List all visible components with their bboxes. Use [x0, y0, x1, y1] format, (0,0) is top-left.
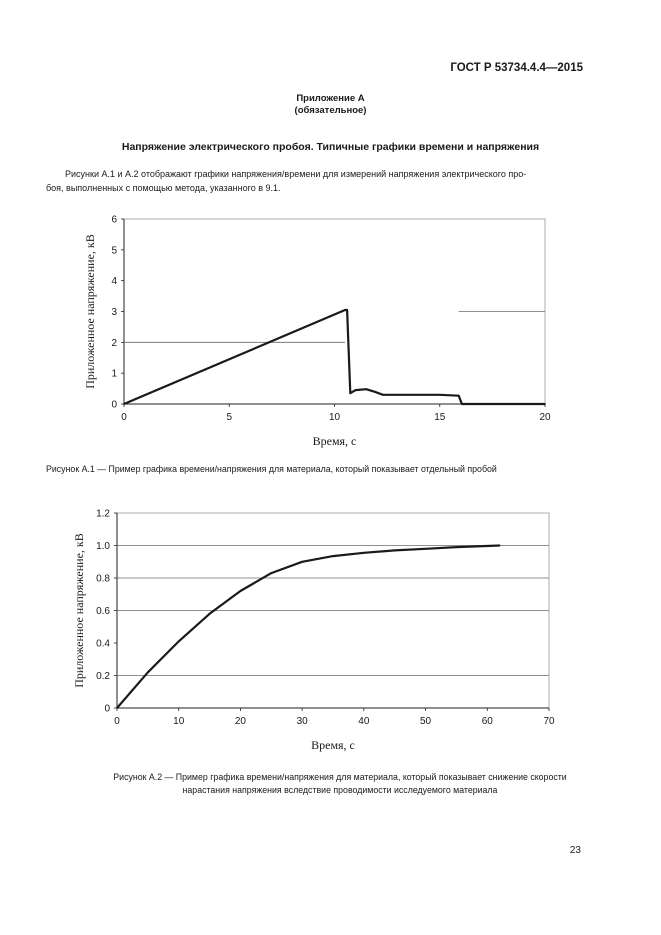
- x-tick-label: 0: [121, 412, 127, 423]
- y-tick-label: 2: [111, 337, 117, 349]
- data-point: [178, 640, 180, 642]
- data-point: [116, 707, 118, 709]
- appendix-title: Приложение А: [296, 93, 365, 104]
- x-axis-label: Время, с: [311, 738, 355, 752]
- x-tick-label: 15: [434, 412, 446, 423]
- x-tick-label: 5: [226, 412, 233, 423]
- figure-a1-caption: Рисунок А.1 — Пример графика времени/напряжения для материала, который показывает отдельный пробой: [46, 464, 497, 474]
- data-point: [394, 549, 396, 551]
- y-axis-label: Приложенное напряжение, кВ: [72, 533, 86, 688]
- y-tick-label: 1: [111, 368, 117, 380]
- data-point: [240, 590, 242, 592]
- appendix-subtitle: (обязательное): [294, 105, 367, 116]
- y-tick-label: 0: [111, 399, 117, 411]
- data-point: [425, 548, 427, 550]
- x-tick-label: 30: [296, 716, 308, 727]
- x-tick-label: 20: [234, 716, 246, 727]
- y-axis-label: Приложенное напряжение, кВ: [83, 234, 97, 389]
- data-point: [332, 555, 334, 557]
- document-code: ГОСТ Р 53734.4.4—2015: [450, 62, 583, 74]
- data-point: [456, 546, 458, 548]
- y-tick-label: 0.6: [96, 606, 110, 617]
- page-number: 23: [569, 845, 581, 856]
- y-tick-label: 0.2: [96, 671, 110, 682]
- caption-line-2: нарастания напряжения вследствие проводимости исследуемого материала: [182, 784, 498, 795]
- y-tick-label: 4: [111, 276, 117, 288]
- caption-line-1: Рисунок А.2 — Пример графика времени/напряжения для материала, который показывает снижение скорости: [113, 772, 567, 782]
- x-tick-label: 20: [539, 412, 551, 423]
- x-tick-label: 10: [328, 412, 341, 423]
- y-tick-label: 6: [111, 214, 117, 226]
- y-tick-label: 5: [111, 245, 117, 257]
- y-tick-label: 1.2: [96, 508, 110, 520]
- x-tick-label: 10: [173, 716, 185, 727]
- intro-line-1: Рисунки А.1 и А.2 отображают графики напряжения/времени для измерений напряжения электрического про-: [65, 169, 527, 179]
- data-series-line: [117, 546, 500, 709]
- x-tick-label: 40: [358, 716, 370, 727]
- data-point: [270, 572, 272, 574]
- x-tick-label: 60: [481, 716, 493, 727]
- x-tick-label: 0: [114, 716, 120, 727]
- x-tick-label: 70: [543, 716, 555, 727]
- y-tick-label: 0.4: [96, 638, 110, 650]
- data-point: [363, 552, 365, 554]
- data-point: [499, 545, 501, 547]
- intro-line-2: боя, выполненных с помощью метода, указанного в 9.1.: [46, 183, 281, 193]
- data-point: [147, 671, 149, 673]
- y-tick-label: 1.0: [96, 541, 110, 552]
- section-title: Напряжение электрического пробоя. Типичные графики времени и напряжения: [121, 141, 540, 153]
- y-tick-label: 0: [104, 703, 110, 715]
- x-axis-label: Время, с: [312, 434, 357, 448]
- figure-a2-caption: [40, 771, 640, 796]
- x-tick-label: 50: [420, 716, 432, 727]
- y-tick-label: 0.8: [96, 573, 110, 585]
- data-point: [209, 613, 211, 615]
- data-point: [301, 561, 303, 563]
- y-tick-label: 3: [111, 307, 117, 318]
